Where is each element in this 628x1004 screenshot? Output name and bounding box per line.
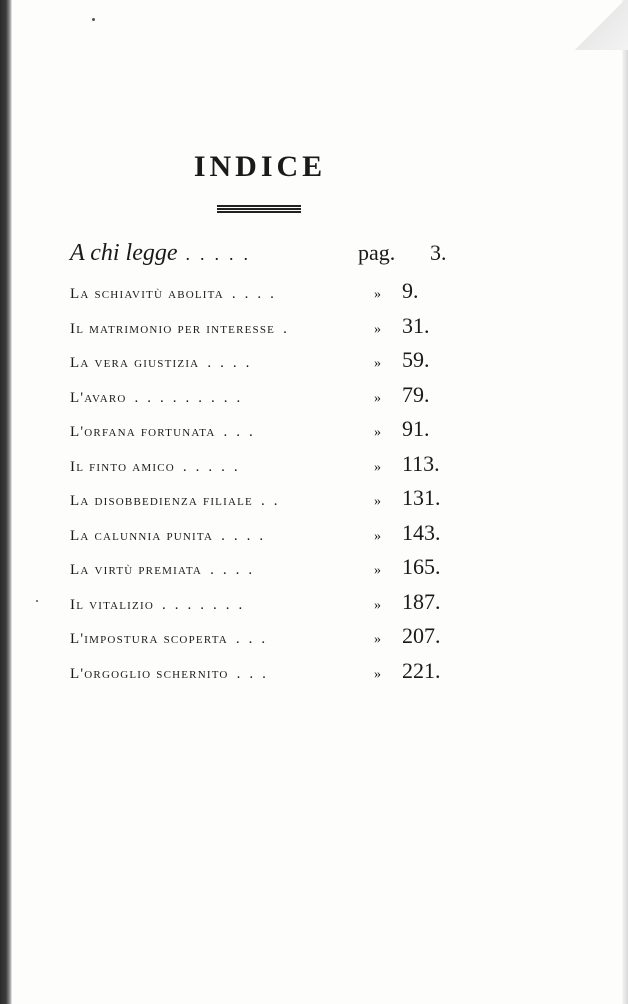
page-corner-fold: [558, 0, 628, 50]
title-ornamental-rule: [217, 205, 301, 214]
toc-entry: [70, 382, 460, 417]
toc-dot-leader: ....: [210, 562, 262, 578]
page-right-edge: [622, 0, 628, 1004]
toc-entry: [70, 278, 460, 313]
table-of-contents: [70, 240, 460, 692]
toc-entry: [70, 347, 460, 382]
toc-page-number: 187.: [402, 588, 441, 614]
toc-entry-title: L'impostura scoperta: [70, 631, 228, 647]
toc-page-number: 91.: [402, 416, 430, 441]
toc-ditto-mark: »: [374, 356, 381, 371]
toc-ditto-mark: »: [374, 597, 381, 613]
toc-ditto-mark: »: [374, 528, 381, 544]
toc-dot-leader: .....: [185, 244, 259, 264]
toc-ditto-mark: »: [374, 459, 381, 475]
toc-ditto-mark: »: [374, 563, 381, 578]
toc-page-number: 143.: [402, 519, 441, 545]
toc-ditto-mark: »: [374, 390, 381, 406]
toc-dot-leader: .: [283, 320, 296, 337]
ink-speck: [92, 18, 95, 21]
toc-dot-leader: ....: [231, 286, 283, 302]
toc-entry-title: La vera giustizia: [70, 355, 200, 371]
toc-dot-leader: .......: [161, 596, 252, 613]
toc-page-number: 59.: [402, 347, 430, 372]
toc-entry-title: Il matrimonio per interesse: [70, 320, 276, 337]
toc-ditto-mark: »: [374, 666, 381, 682]
ink-speck: [36, 600, 38, 602]
index-title: INDICE: [193, 150, 327, 183]
toc-entry: [70, 520, 460, 555]
toc-dot-leader: .........: [134, 389, 250, 406]
toc-ditto-mark: »: [374, 632, 381, 647]
toc-page-number: 3.: [430, 240, 447, 265]
toc-dot-leader: ...: [223, 424, 262, 440]
toc-ditto-mark: »: [374, 494, 381, 509]
toc-entry: [70, 589, 460, 624]
toc-dot-leader: ...: [235, 631, 275, 647]
toc-entry-title: La calunnia punita: [70, 527, 214, 544]
toc-entry-title: L'orfana fortunata: [70, 424, 216, 440]
toc-page-number: 31.: [402, 312, 430, 338]
toc-page-number: 131.: [402, 485, 441, 510]
toc-page-number: 9.: [402, 278, 419, 303]
toc-entry: [70, 240, 460, 278]
toc-dot-leader: ..: [260, 493, 287, 509]
toc-dot-leader: ....: [207, 355, 259, 371]
toc-entry-title: La schiavitù abolita: [70, 286, 224, 302]
toc-dot-leader: ...: [236, 665, 275, 682]
toc-entry: [70, 451, 460, 486]
toc-dot-leader: ....: [221, 527, 273, 544]
toc-page-number: 221.: [402, 657, 441, 683]
toc-page-number: 207.: [402, 623, 441, 648]
toc-page-number: 79.: [402, 381, 430, 407]
toc-entry-title: Il vitalizio: [70, 596, 154, 613]
toc-dot-leader: .....: [182, 458, 247, 475]
toc-entry: [70, 658, 460, 693]
toc-entry-title: A chi legge: [70, 240, 178, 266]
toc-entry: [70, 554, 460, 589]
toc-entry: [70, 416, 460, 451]
toc-entry-title: L'orgoglio schernito: [70, 665, 229, 682]
toc-entry-title: Il finto amico: [70, 458, 175, 475]
toc-entry-title: La virtù premiata: [70, 562, 203, 578]
toc-ditto-mark: »: [374, 287, 381, 302]
toc-page-prefix: pag.: [358, 240, 396, 265]
toc-entry: [70, 485, 460, 520]
toc-entry-title: La disobbedienza filiale: [70, 493, 253, 509]
toc-page-number: 165.: [402, 554, 441, 579]
toc-ditto-mark: »: [374, 321, 381, 337]
toc-ditto-mark: »: [374, 425, 381, 440]
toc-entry-title: L'avaro: [70, 389, 127, 406]
toc-entry: [70, 313, 460, 348]
toc-entry: [70, 623, 460, 658]
toc-page-number: 113.: [402, 450, 440, 476]
